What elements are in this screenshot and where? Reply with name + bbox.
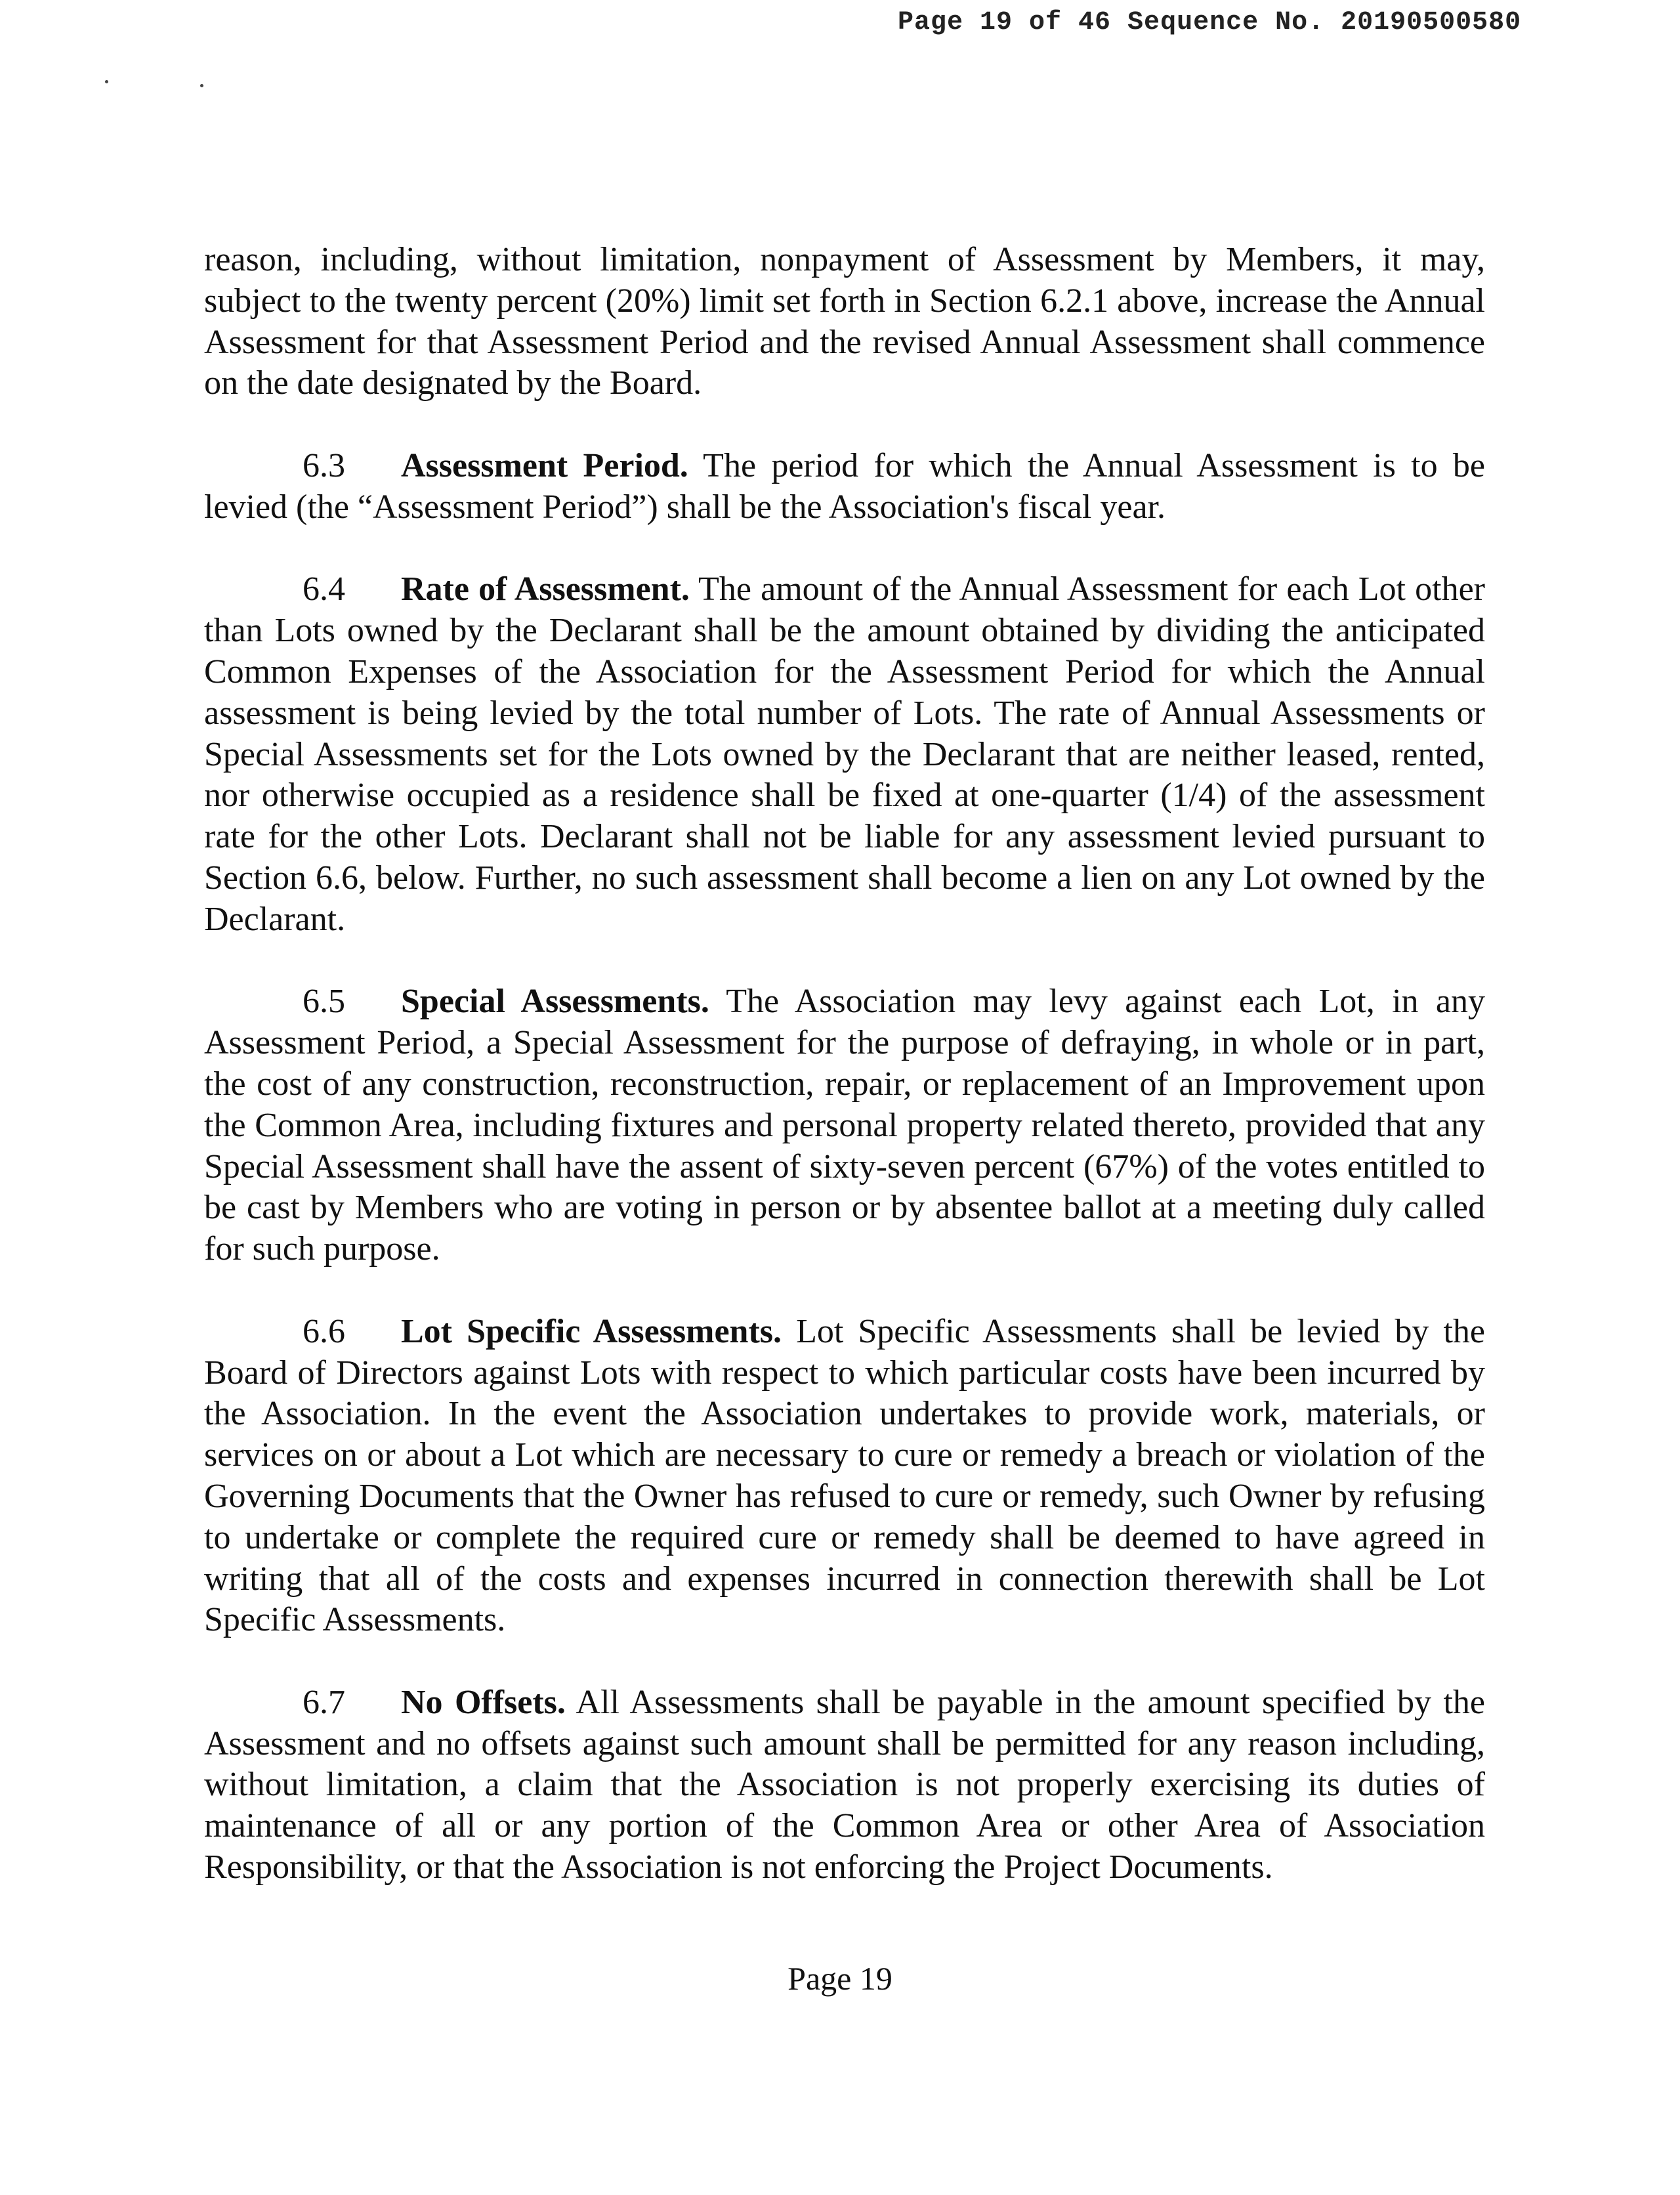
scan-speck: [105, 80, 108, 83]
section-number: 6.5: [303, 983, 345, 1021]
section-title: No Offsets.: [401, 1683, 566, 1721]
section-6-7: [204, 1682, 1485, 1888]
paragraph-text: reason, including, without limitation, nonpayment of Assessment by Members, it may, subject to the twenty percent (20%) limit set forth in Section 6.2.1 above, increase the Annual Assessment for that Assessment Period and the revised Annual Assessment shall commence on the date designated by the Board.: [204, 241, 1485, 402]
scan-speck: [200, 84, 203, 87]
section-title: Assessment Period.: [401, 446, 688, 484]
section-6-4: [204, 569, 1485, 940]
section-number: 6.3: [303, 446, 345, 484]
section-title: Special Assessments.: [401, 983, 709, 1021]
section-title: Lot Specific Assessments.: [401, 1312, 782, 1350]
section-6-5: [204, 981, 1485, 1270]
paragraph-continuation: [204, 240, 1485, 404]
document-body: [204, 240, 1485, 1930]
paragraph-text: Lot Specific Assessments shall be levied by the Board of Directors against Lots with respect to which particular costs have been incurred by the Association. In the event the Association undertakes to provide work, materials, or services on or about a Lot which are necessary to cure or remedy a breach or violation of the Governing Documents that the Owner has refused to cure or remedy, such Owner by refusing to undertake or complete the required cure or remedy shall be deemed to have agreed in writing that all of the costs and expenses incurred in connection therewith shall be Lot Specific Assessments.: [204, 1312, 1486, 1639]
paragraph-text: All Assessments shall be payable in the amount specified by the Assessment and no offsets against such amount shall be permitted for any reason including, without limitation, a claim that the Association is not properly exercising its duties of maintenance of all or any portion of the Common Area or other Area of Association Responsibility, or that the Association is not enforcing the Project Documents.: [204, 1683, 1485, 1886]
section-title: Rate of Assessment.: [401, 570, 690, 608]
section-number: 6.4: [303, 570, 345, 608]
page-footer: Page 19: [788, 1960, 892, 1997]
section-6-6: [204, 1311, 1485, 1641]
section-6-3: [204, 446, 1485, 528]
section-number: 6.7: [303, 1683, 345, 1721]
paragraph-text: The period for which the Annual Assessment is to be levied (the “Assessment Period”) shall be the Association's fiscal year.: [204, 446, 1485, 526]
paragraph-text: The Association may levy against each Lot, in any Assessment Period, a Special Assessment for the purpose of defraying, in whole or in part, the cost of any construction, reconstruction, repair, or replacement of an Improvement upon the Common Area, including fixtures and personal property related thereto, provided that any Special Assessment shall have the assent of sixty-seven percent (67%) of the votes entitled to be cast by Members who are voting in person or by absentee ballot at a meeting duly called for such purpose.: [204, 983, 1485, 1268]
paragraph-text: The amount of the Annual Assessment for each Lot other than Lots owned by the Declarant shall be the amount obtained by dividing the anticipated Common Expenses of the Association for the Assessment Period for which the Annual assessment is being levied by the total number of Lots. The rate of Annual Assessments or Special Assessments set for the Lots owned by the Declarant that are neither leased, rented, nor otherwise occupied as a residence shall be fixed at one-quarter (1/4) of the assessment rate for the other Lots. Declarant shall not be liable for any assessment levied pursuant to Section 6.6, below. Further, no such assessment shall become a lien on any Lot owned by the Declarant.: [204, 570, 1486, 938]
sequence-stamp: Page 19 of 46 Sequence No. 20190500580: [898, 8, 1522, 37]
section-number: 6.6: [303, 1312, 345, 1350]
